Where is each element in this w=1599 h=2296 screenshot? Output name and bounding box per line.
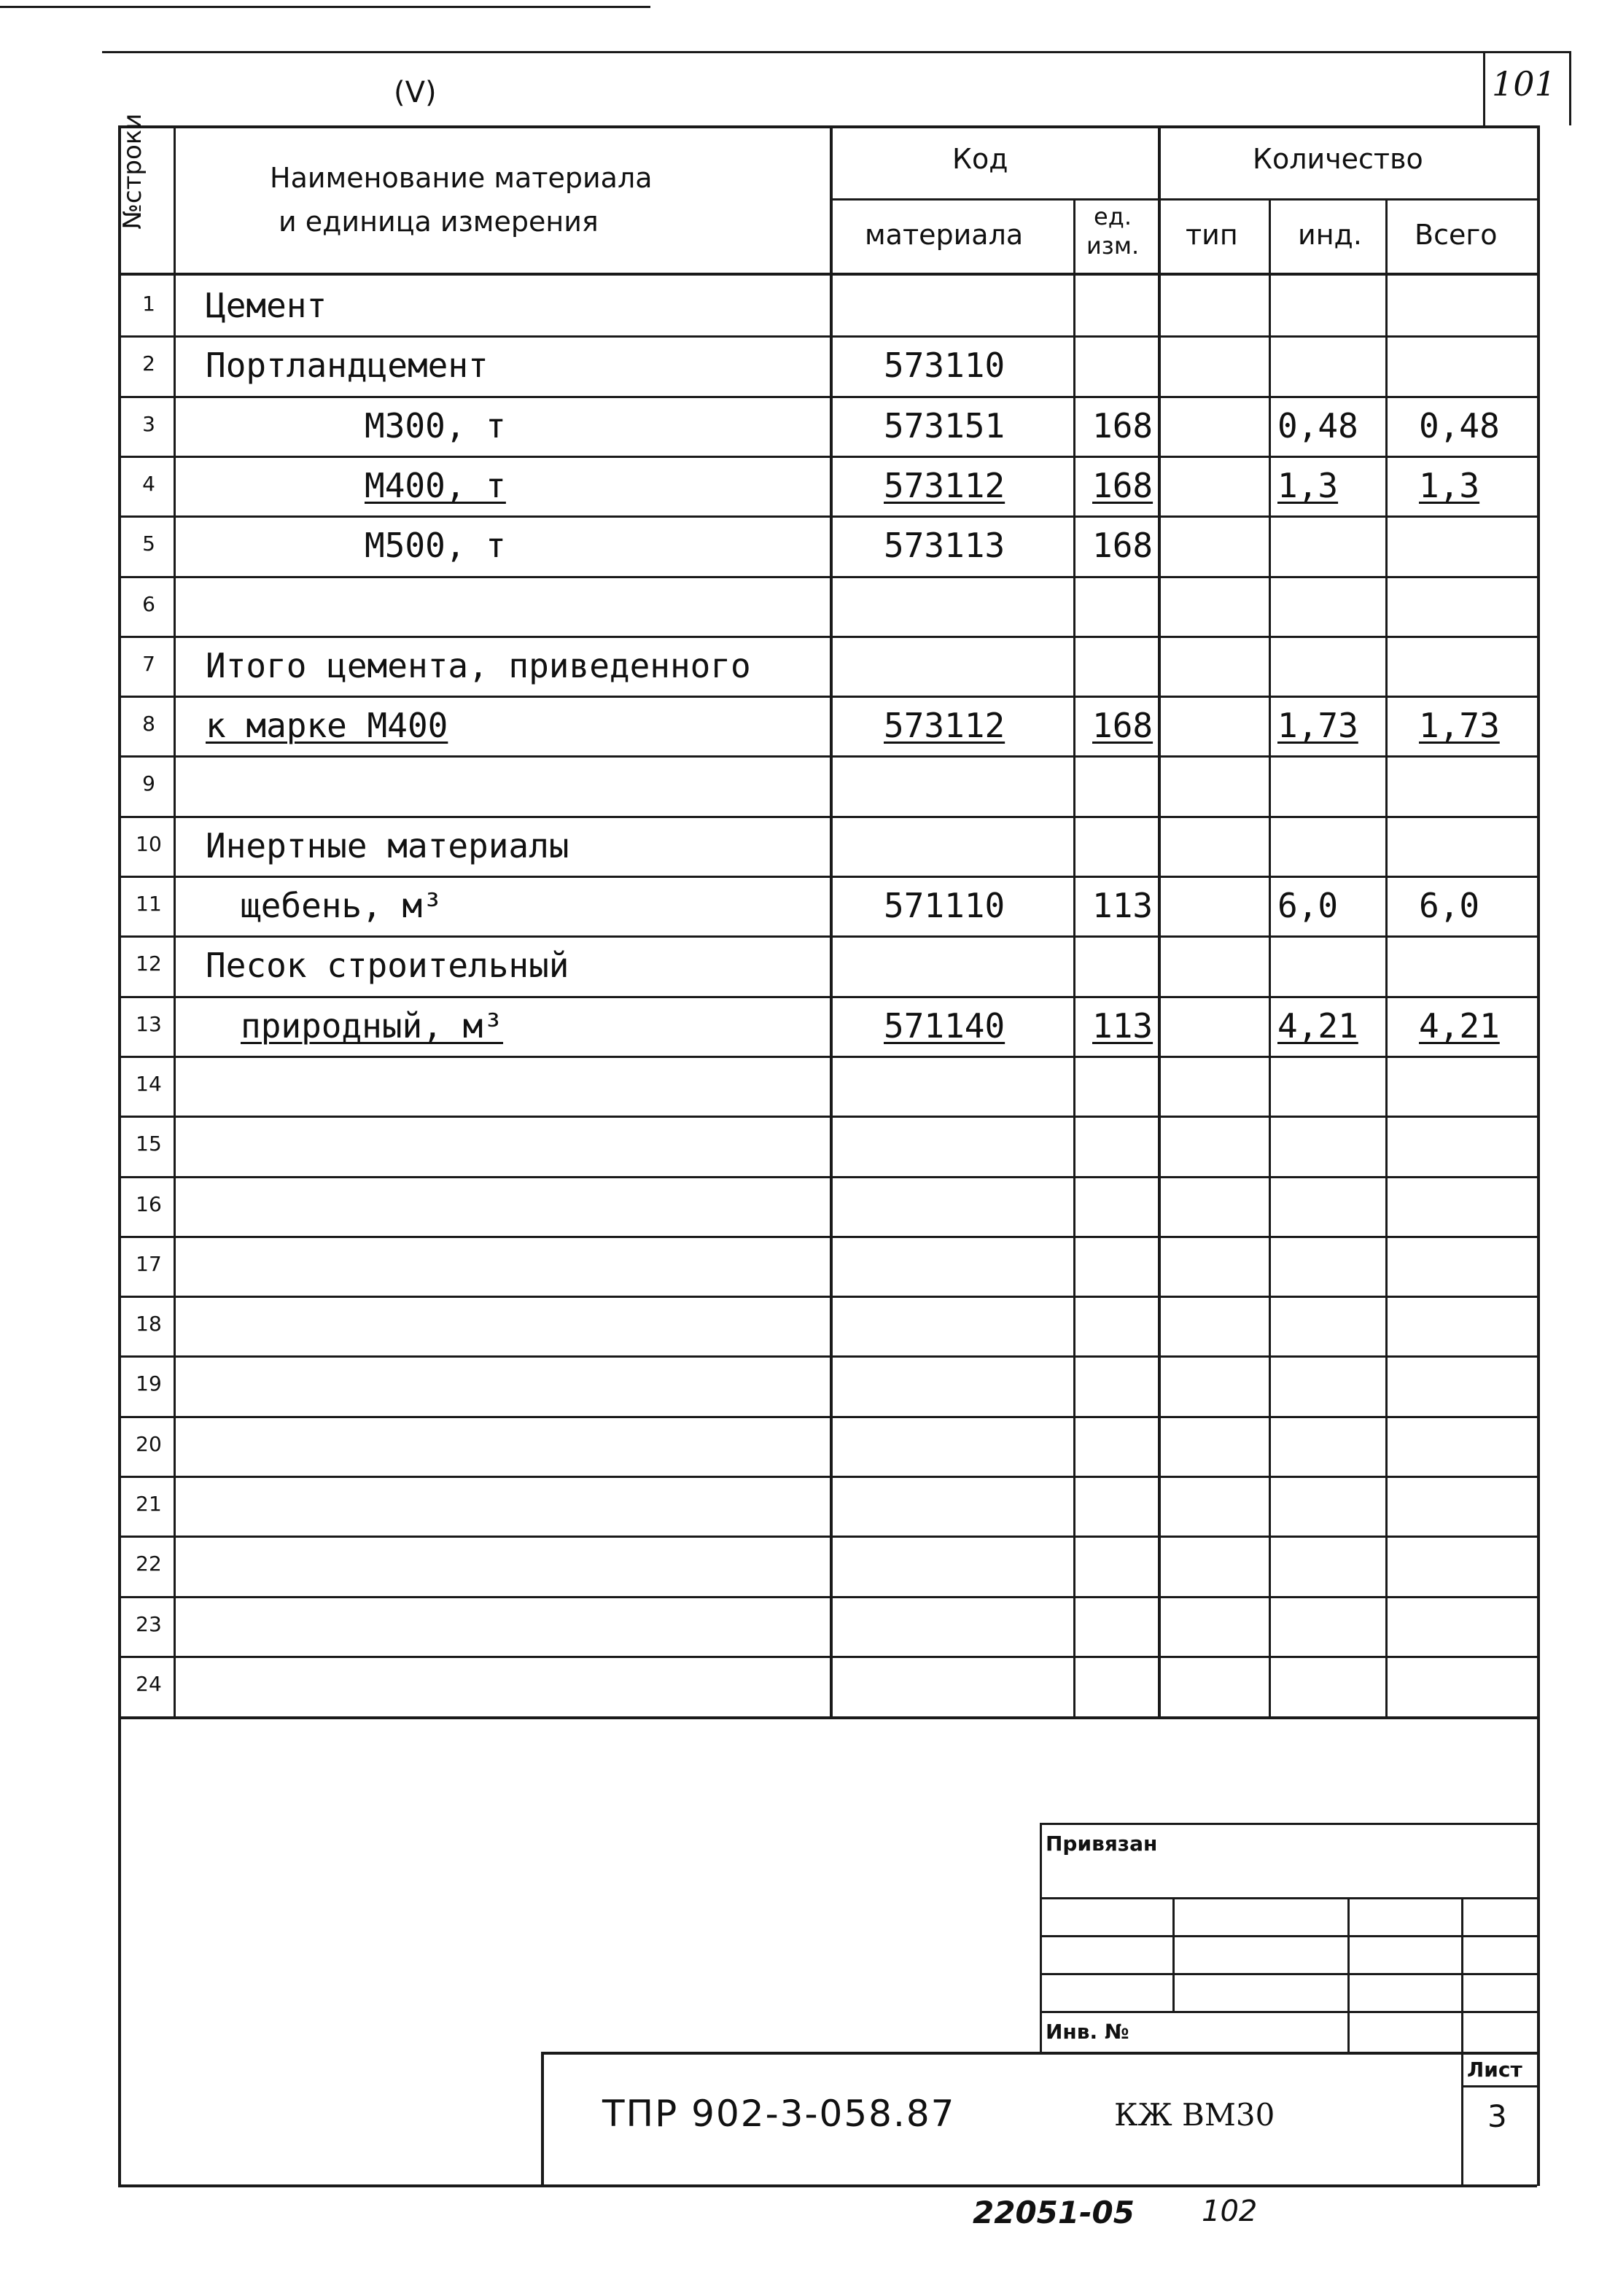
row-number: 12 <box>136 952 162 976</box>
cell-unit: 113 <box>1092 886 1153 925</box>
cell-code: 573113 <box>884 526 1005 565</box>
row-divider <box>118 456 1538 458</box>
cell-total: 4,21 <box>1419 1006 1500 1046</box>
row-divider <box>118 1236 1538 1238</box>
stamp-line-3 <box>1040 1973 1538 1975</box>
row-divider <box>118 1476 1538 1478</box>
row-number: 7 <box>142 652 155 676</box>
stamp-col-1 <box>1172 1897 1175 2011</box>
row-divider <box>118 576 1538 578</box>
title-block-left-line <box>541 2052 544 2186</box>
cell-unit: 168 <box>1092 466 1153 505</box>
table-top-line <box>118 125 1538 128</box>
doc-code: ТПР 902-3-058.87 <box>602 2093 956 2135</box>
row-number: 1 <box>142 292 155 316</box>
row-number: 13 <box>136 1012 162 1036</box>
row-number: 2 <box>142 351 155 375</box>
doc-section: КЖ ВМ30 <box>1114 2097 1275 2133</box>
page-reference: 102 <box>1202 2195 1258 2228</box>
cell-name: М500, т <box>365 526 506 565</box>
header-unit-line1: ед. <box>1094 203 1132 230</box>
cell-unit: 168 <box>1092 526 1153 565</box>
row-divider <box>118 1416 1538 1418</box>
cell-ind: 1,3 <box>1277 466 1339 505</box>
cell-code: 571110 <box>884 886 1005 925</box>
row-divider <box>118 1056 1538 1058</box>
row-number: 15 <box>136 1132 162 1156</box>
cell-ind: 6,0 <box>1277 886 1339 925</box>
row-number: 11 <box>136 892 162 916</box>
row-divider <box>118 1296 1538 1298</box>
page-number-box-left <box>1483 51 1485 125</box>
row-number: 10 <box>136 832 162 856</box>
header-unit-line2: изм. <box>1086 232 1140 260</box>
row-divider <box>118 1656 1538 1658</box>
row-divider <box>118 1355 1538 1358</box>
cell-unit: 113 <box>1092 1006 1153 1046</box>
row-number: 23 <box>136 1612 162 1636</box>
row-divider <box>118 515 1538 518</box>
row-divider <box>118 396 1538 398</box>
cell-total: 0,48 <box>1419 406 1500 445</box>
cell-ind: 4,21 <box>1277 1006 1358 1046</box>
row-number: 19 <box>136 1371 162 1396</box>
page-number: 101 <box>1492 64 1556 104</box>
stamp-top-line <box>1040 1823 1538 1825</box>
row-divider <box>118 1536 1538 1538</box>
row-divider <box>118 1176 1538 1178</box>
stamp-line-4 <box>1040 2011 1538 2013</box>
row-divider <box>118 696 1538 698</box>
row-divider <box>118 335 1538 338</box>
cell-code: 573112 <box>884 706 1005 745</box>
row-number: 24 <box>136 1672 162 1696</box>
page-number-box-right <box>1569 51 1571 125</box>
row-number: 4 <box>142 472 155 496</box>
cell-total: 1,73 <box>1419 706 1500 745</box>
stamp-col-2 <box>1347 1897 1350 2053</box>
col-line-type <box>1269 198 1271 1718</box>
stamp-left-line <box>1040 1823 1042 2053</box>
cell-name: щебень, м³ <box>241 886 443 925</box>
header-subline <box>831 198 1538 201</box>
row-number: 17 <box>136 1252 162 1276</box>
cell-name: Итого цемента, приведенного <box>206 646 751 685</box>
top-fragment-line <box>0 6 650 8</box>
header-name-line1: Наименование материала <box>270 162 653 194</box>
header-ind: инд. <box>1298 219 1362 251</box>
row-number: 3 <box>142 412 155 436</box>
row-divider <box>118 636 1538 638</box>
cell-name: природный, м³ <box>241 1006 504 1046</box>
sheet-label: Лист <box>1467 2058 1522 2082</box>
row-number: 8 <box>142 712 155 736</box>
title-block-top-line <box>541 2052 1538 2055</box>
title-block-sheet-line <box>1461 2052 1463 2186</box>
frame-left-line <box>118 125 121 2186</box>
row-number: 5 <box>142 532 155 556</box>
row-divider <box>118 816 1538 818</box>
cell-code: 573151 <box>884 406 1005 445</box>
col-line-code <box>1073 198 1075 1718</box>
header-row-number: №строки <box>118 113 147 230</box>
stamp-col-3 <box>1461 1897 1463 2053</box>
cell-total: 6,0 <box>1419 886 1480 925</box>
row-number: 9 <box>142 771 155 795</box>
cell-name: Цемент <box>206 286 327 325</box>
cell-unit: 168 <box>1092 406 1153 445</box>
header-material: материала <box>865 219 1024 251</box>
row-number: 22 <box>136 1552 162 1576</box>
cell-name: М400, т <box>365 466 506 505</box>
cell-name: Инертные материалы <box>206 826 569 865</box>
row-number: 18 <box>136 1312 162 1336</box>
cell-unit: 168 <box>1092 706 1153 745</box>
header-name-line2: и единица измерения <box>279 206 599 238</box>
title-block-sheet-split <box>1461 2085 1538 2087</box>
row-divider <box>118 876 1538 878</box>
row-divider <box>118 1596 1538 1598</box>
header-quantity: Количество <box>1253 143 1423 175</box>
cell-name: Портландцемент <box>206 346 489 385</box>
frame-top-line <box>102 51 1569 53</box>
table-bottom-line <box>118 1716 1538 1719</box>
cell-ind: 1,73 <box>1277 706 1358 745</box>
section-mark: (V) <box>394 76 437 109</box>
cell-name: к марке М400 <box>206 706 448 745</box>
cell-name: М300, т <box>365 406 506 445</box>
stamp-privyazan: Привязан <box>1046 1832 1158 1856</box>
cell-code: 571140 <box>884 1006 1005 1046</box>
row-divider <box>118 996 1538 998</box>
sheet-number: 3 <box>1487 2098 1507 2134</box>
row-number: 14 <box>136 1072 162 1096</box>
cell-code: 573112 <box>884 466 1005 505</box>
col-line-rownum <box>174 125 176 1718</box>
cell-code: 573110 <box>884 346 1005 385</box>
cell-ind: 0,48 <box>1277 406 1358 445</box>
header-bottom-line <box>118 273 1538 276</box>
col-line-unit <box>1158 125 1161 1718</box>
cell-name: Песок строительный <box>206 946 569 985</box>
archive-number: 22051-05 <box>973 2195 1135 2230</box>
stamp-inv-no: Инв. № <box>1046 2020 1129 2044</box>
row-number: 16 <box>136 1192 162 1216</box>
header-type: тип <box>1186 219 1238 251</box>
col-line-name <box>830 125 833 1718</box>
col-line-ind <box>1385 198 1388 1718</box>
cell-total: 1,3 <box>1419 466 1480 505</box>
row-divider <box>118 1116 1538 1118</box>
row-number: 6 <box>142 592 155 616</box>
stamp-line-2 <box>1040 1935 1538 1937</box>
header-code: Код <box>952 143 1008 175</box>
frame-bottom-line <box>118 2184 1537 2187</box>
row-divider <box>118 935 1538 938</box>
frame-right-line <box>1537 125 1540 2186</box>
row-number: 20 <box>136 1432 162 1456</box>
row-number: 21 <box>136 1492 162 1516</box>
header-total: Всего <box>1415 219 1498 251</box>
stamp-line-1 <box>1040 1897 1538 1899</box>
row-divider <box>118 755 1538 758</box>
